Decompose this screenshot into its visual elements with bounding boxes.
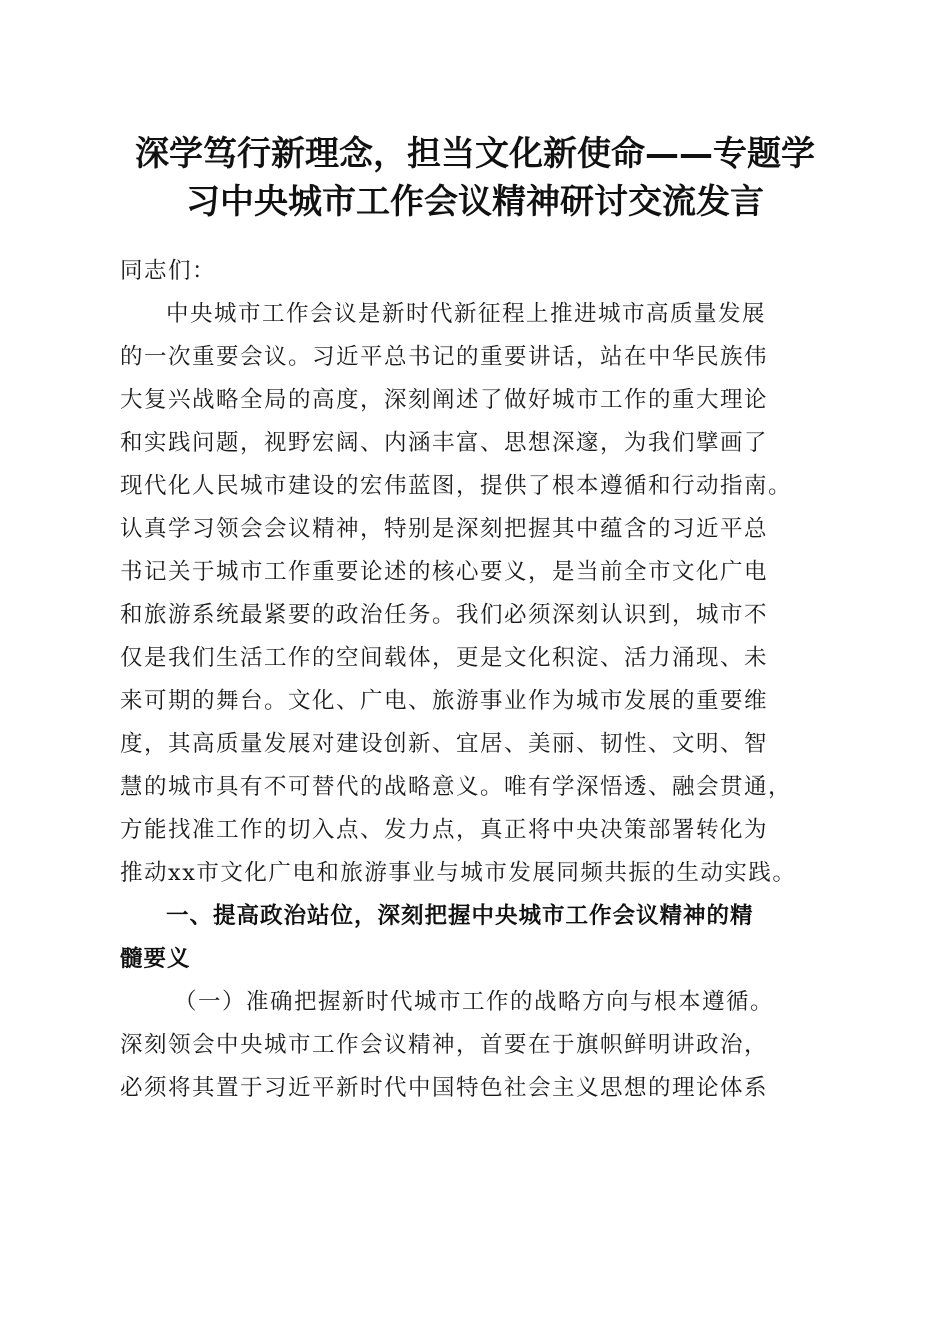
- document-body: [120, 250, 832, 1110]
- section-heading-line-1: 一、提高政治站位，深刻把握中央城市工作会议精神的精: [166, 903, 754, 929]
- intro-line: 来可期的舞台。文化、广电、旅游事业作为城市发展的重要维: [120, 688, 769, 714]
- subsection-line: 必须将其置于习近平新时代中国特色社会主义思想的理论体系: [120, 1075, 769, 1101]
- intro-line: 和实践问题，视野宏阔、内涵丰富、思想深邃，为我们擘画了: [120, 430, 769, 456]
- intro-line: 度，其高质量发展对建设创新、宜居、美丽、韧性、文明、智: [120, 731, 769, 757]
- subsection-line: 深刻领会中央城市工作会议精神，首要在于旗帜鲜明讲政治，: [120, 1032, 769, 1058]
- intro-line: 慧的城市具有不可替代的战略意义。唯有学深悟透、融会贯通，: [120, 774, 793, 800]
- intro-line: 大复兴战略全局的高度，深刻阐述了做好城市工作的重大理论: [120, 387, 769, 413]
- intro-line: 中央城市工作会议是新时代新征程上推进城市高质量发展: [166, 301, 767, 327]
- title-line-1: 深学笃行新理念，担当文化新使命——专题学: [135, 134, 815, 174]
- section-heading-line-2: 髓要义: [120, 946, 191, 972]
- title-line-2: 习中央城市工作会议精神研讨交流发言: [186, 182, 764, 222]
- intro-line: 仅是我们生活工作的空间载体，更是文化积淀、活力涌现、未: [120, 645, 769, 671]
- intro-line: 认真学习领会会议精神，特别是深刻把握其中蕴含的习近平总: [120, 516, 769, 542]
- intro-line: 书记关于城市工作重要论述的核心要义，是当前全市文化广电: [120, 559, 769, 585]
- salutation: 同志们：: [120, 258, 217, 284]
- document-title: [110, 130, 840, 226]
- intro-line: 的一次重要会议。习近平总书记的重要讲话，站在中华民族伟: [120, 344, 769, 370]
- intro-line: 现代化人民城市建设的宏伟蓝图，提供了根本遵循和行动指南。: [120, 473, 793, 499]
- intro-line: 方能找准工作的切入点、发力点，真正将中央决策部署转化为: [120, 817, 769, 843]
- subsection-heading: （一）准确把握新时代城市工作的战略方向与根本遵循。: [174, 989, 775, 1015]
- intro-line: 推动xx市文化广电和旅游事业与城市发展同频共振的生动实践。: [120, 860, 797, 886]
- intro-line: 和旅游系统最紧要的政治任务。我们必须深刻认识到，城市不: [120, 602, 769, 628]
